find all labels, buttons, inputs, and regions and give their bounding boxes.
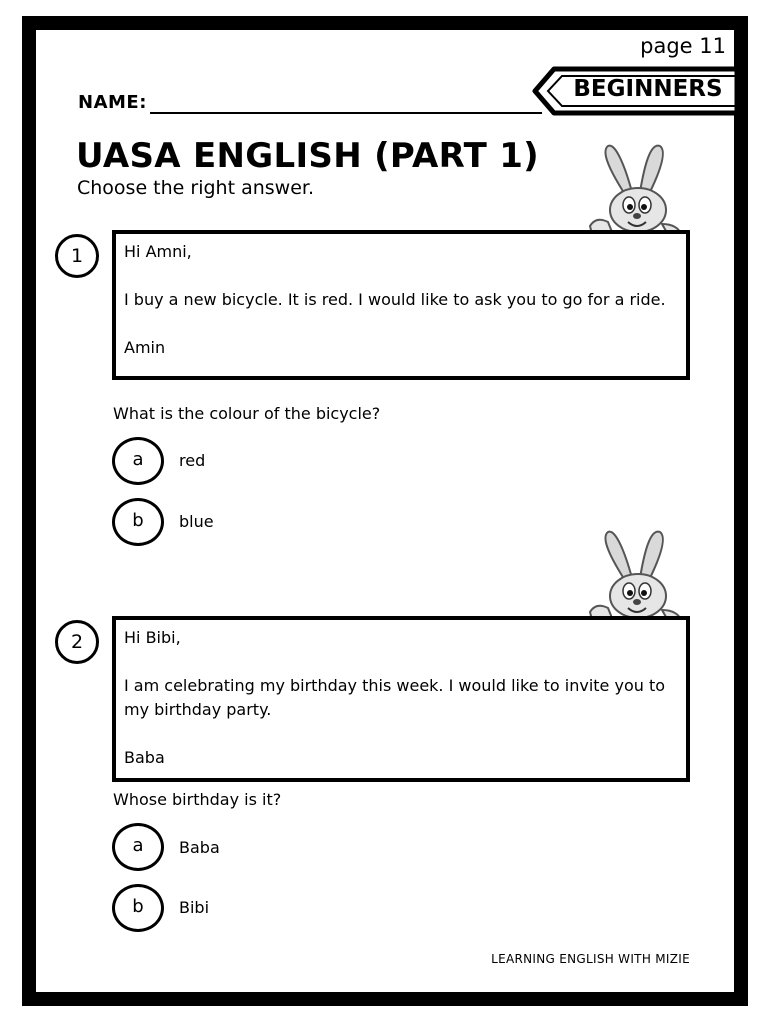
letter-box (112, 616, 690, 782)
letter-body: I am celebrating my birthday this week. I would like to invite you to my birthday party. (124, 676, 666, 719)
page-title: UASA ENGLISH (PART 1) (76, 136, 540, 176)
name-label: NAME: (78, 92, 147, 113)
letter-signature: Baba (124, 748, 165, 767)
option-b-button[interactable]: b (112, 498, 164, 546)
letter-greeting: Hi Amni, (124, 242, 192, 261)
level-label: BEGINNERS (573, 76, 723, 102)
question-number: 1 (55, 234, 99, 278)
question-prompt: What is the colour of the bicycle? (113, 404, 381, 423)
option-b-button[interactable]: b (112, 884, 164, 932)
page-number: page 11 (640, 34, 726, 58)
option-a-button[interactable]: a (112, 823, 164, 871)
letter-box (112, 230, 690, 380)
letter-signature: Amin (124, 338, 166, 357)
letter-greeting: Hi Bibi, (124, 628, 181, 647)
footer-credit: LEARNING ENGLISH WITH MIZIE (491, 952, 690, 966)
question-number: 2 (55, 620, 99, 664)
option-b-label[interactable]: Bibi (179, 898, 210, 917)
letter-body: I buy a new bicycle. It is red. I would like to ask you to go for a ride. (124, 290, 666, 309)
name-field-line[interactable] (150, 112, 542, 114)
option-a-label[interactable]: red (179, 451, 206, 470)
option-a-label[interactable]: Baba (179, 838, 220, 857)
option-a-button[interactable]: a (112, 437, 164, 485)
instruction-text: Choose the right answer. (77, 177, 315, 199)
option-b-label[interactable]: blue (179, 512, 214, 531)
question-prompt: Whose birthday is it? (113, 790, 282, 809)
level-tag (532, 66, 740, 116)
